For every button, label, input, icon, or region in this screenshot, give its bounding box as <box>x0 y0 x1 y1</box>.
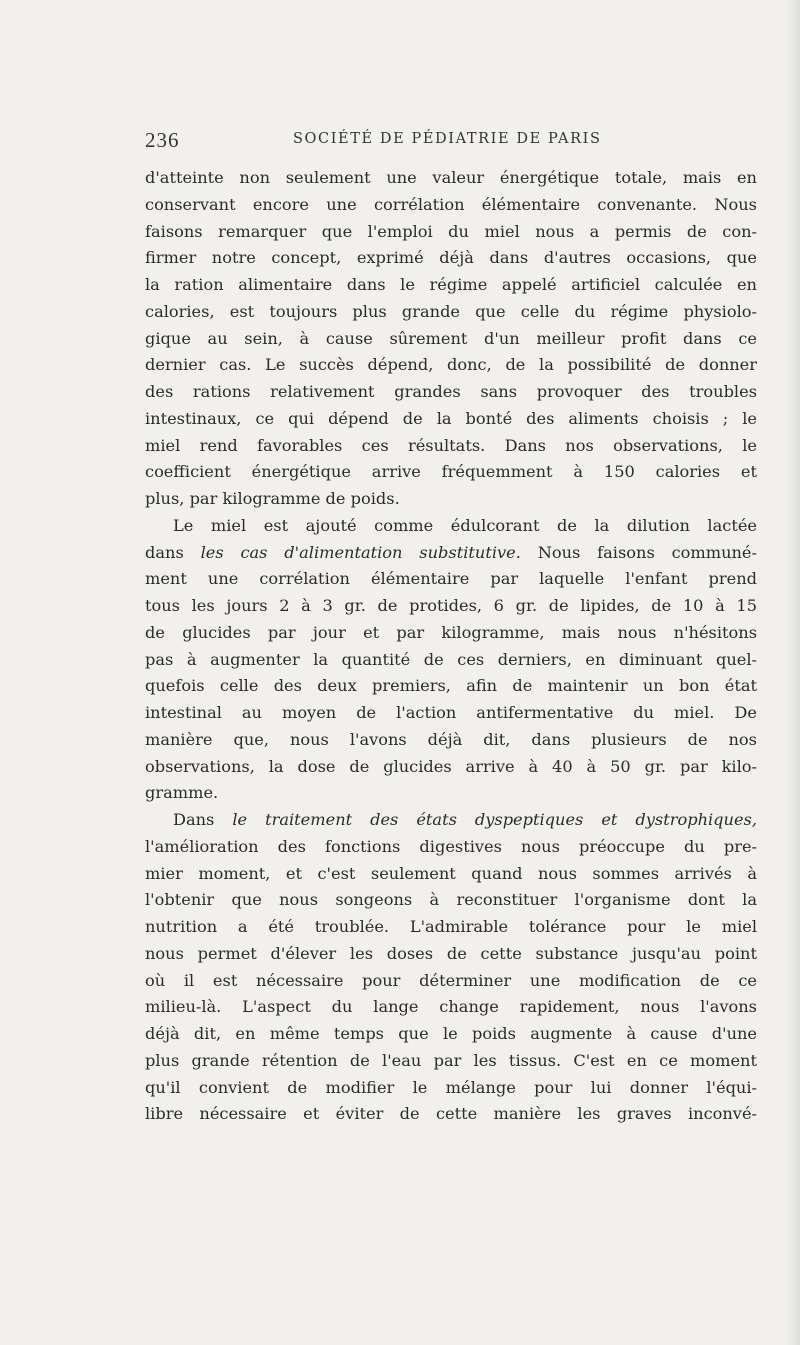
text-line: nous permet d'élever les doses de cette substance jusqu'au point <box>145 943 757 963</box>
italic-text-segment: le traitement des états dyspeptiques et dystrophiques, <box>232 810 757 829</box>
text-line: l'amélioration des fonctions digestives nous préoccupe du pre- <box>145 836 757 856</box>
page-header <box>145 128 757 158</box>
text-line: milieu-là. L'aspect du lange change rapidement, nous l'avons <box>145 997 757 1017</box>
text-line <box>145 513 757 540</box>
text-line: firmer notre concept, exprimé déjà dans d'autres occasions, que <box>145 248 757 268</box>
text-line: la ration alimentaire dans le régime appelé artificiel calculée en <box>145 275 757 294</box>
text-line: où il est nécessaire pour déterminer une modification de ce <box>145 970 757 990</box>
text-line: qu'il convient de modifier le mélange pour lui donner l'équi- <box>145 1077 757 1097</box>
text-line: faisons remarquer que l'emploi du miel nous a permis de con- <box>145 221 757 241</box>
running-head: SOCIÉTÉ DE PÉDIATRIE DE PARIS <box>293 131 602 147</box>
text-segment: Dans <box>173 810 233 829</box>
text-line: dernier cas. Le succès dépend, donc, de la possibilité de donner <box>145 355 757 375</box>
text-line: l'obtenir que nous songeons à reconstituer l'organisme dont la <box>145 890 757 910</box>
page-edge-shadow <box>786 0 800 1345</box>
text-line: tous les jours 2 à 3 gr. de protides, 6 gr. de lipides, de 10 à 15 <box>145 596 757 615</box>
text-line <box>145 540 757 567</box>
text-line: intestinal au moyen de l'action antifermentative du miel. De <box>145 703 757 722</box>
text-line: plus, par kilogramme de poids. <box>145 489 400 508</box>
text-line: de glucides par jour et par kilogramme, mais nous n'hésitons <box>145 622 757 642</box>
text-line: libre nécessaire et éviter de cette manière les graves inconvé- <box>145 1104 757 1124</box>
text-line: conservant encore une corrélation élémentaire convenante. Nous <box>145 194 757 214</box>
text-segment: Le miel est ajouté comme édulcorant de la dilution lactée <box>173 515 757 535</box>
text-line: gramme. <box>145 783 219 803</box>
text-line: pas à augmenter la quantité de ces derniers, en diminuant quel- <box>145 649 757 669</box>
italic-text-segment: les cas d'alimentation substitutive. <box>200 542 521 562</box>
text-line: gique au sein, à cause sûrement d'un meilleur profit dans ce <box>145 328 757 348</box>
text-line: observations, la dose de glucides arrive à 40 à 50 gr. par kilo- <box>145 756 757 776</box>
page-number: 236 <box>145 128 180 152</box>
text-line: miel rend favorables ces résultats. Dans nos observations, le <box>145 435 757 455</box>
text-segment: Nous faisons communé- <box>520 542 757 562</box>
text-line: intestinaux, ce qui dépend de la bonté des aliments choisis ; le <box>145 408 757 428</box>
text-line <box>145 807 757 834</box>
text-segment: dans <box>145 542 201 562</box>
text-line: nutrition a été troublée. L'admirable tolérance pour le miel <box>145 917 757 936</box>
text-line: manière que, nous l'avons déjà dit, dans plusieurs de nos <box>145 729 757 749</box>
text-line: des rations relativement grandes sans provoquer des troubles <box>145 382 757 401</box>
text-line: plus grande rétention de l'eau par les tissus. C'est en ce moment <box>145 1050 757 1070</box>
text-line: coefficient énergétique arrive fréquemment à 150 calories et <box>145 462 757 482</box>
text-line: d'atteinte non seulement une valeur énergétique totale, mais en <box>145 168 757 187</box>
text-line: ment une corrélation élémentaire par laquelle l'enfant prend <box>145 569 757 589</box>
text-line: quefois celle des deux premiers, afin de maintenir un bon état <box>145 676 757 696</box>
text-line: déjà dit, en même temps que le poids augmente à cause d'une <box>145 1024 757 1043</box>
text-line: calories, est toujours plus grande que celle du régime physiolo- <box>145 301 757 321</box>
body-text <box>145 165 757 1128</box>
text-line: mier moment, et c'est seulement quand nous sommes arrivés à <box>145 863 757 883</box>
